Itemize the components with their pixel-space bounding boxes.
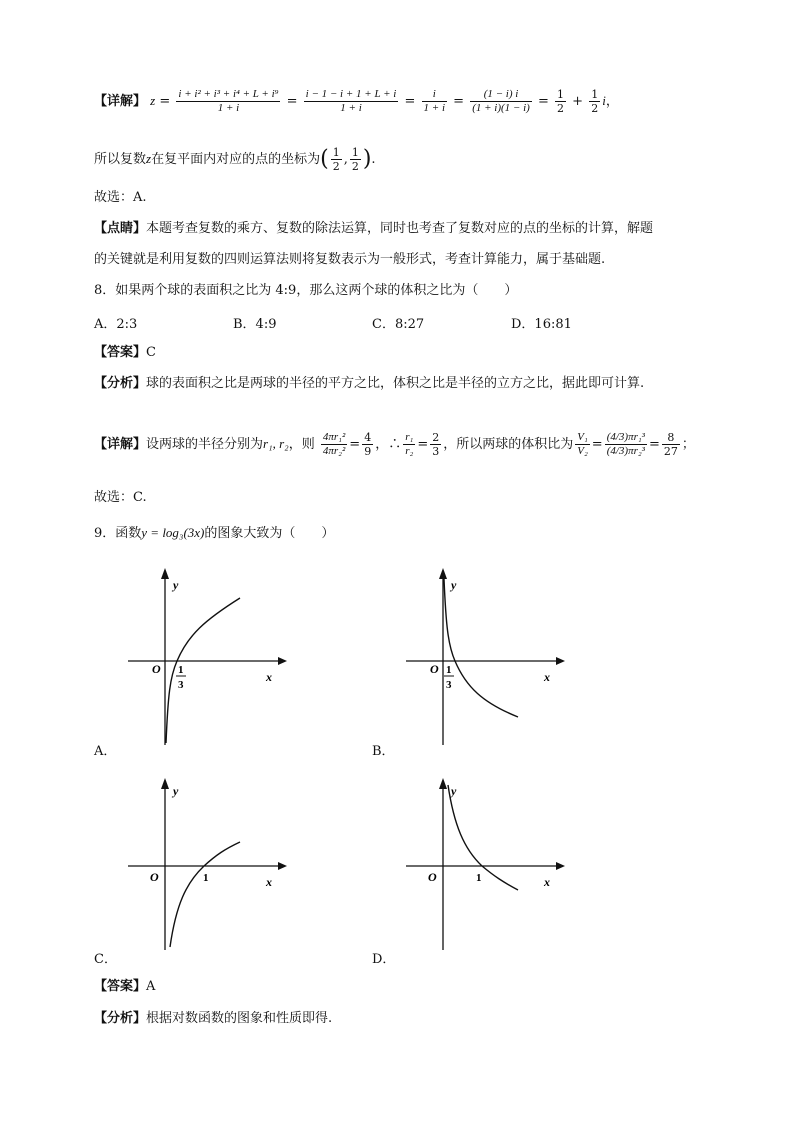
- fraction-4: $\frac{(1 - i) i}{(1 + i)(1 - i)}$: [472, 88, 530, 114]
- graph-b-option: B．: [372, 744, 395, 759]
- graph-b: [398, 565, 568, 750]
- q8-option-d: D．16:81: [511, 317, 572, 332]
- svg-text:O: O: [430, 662, 439, 676]
- svg-text:3: 3: [178, 679, 184, 691]
- graph-c-option: C．: [94, 952, 117, 967]
- axis-y-label: y: [173, 578, 179, 592]
- svg-text:y: y: [451, 578, 457, 592]
- fraction-half-1: $\frac{1}{2}$: [557, 88, 565, 115]
- graph-a-option: A．: [94, 744, 117, 759]
- graph-d-option: D．: [372, 952, 396, 967]
- q9-analysis: 【分析】根据对数函数的图象和性质即得.: [94, 1011, 333, 1026]
- detail-label: 【详解】: [94, 94, 147, 109]
- q7-detail-line: 【详解】 z = $\frac{\text{i + i² + i³ + i⁴ + L + i⁹}}{1 + i}$ = $\frac{i - 1 - i + 1 + L + i}{1 + i}$ = $\frac{i}{1 + i}$ = $\frac{(1 - i) i}{(1 + i)(1 - i)}$ = $\frac{1}{2}$ + $\frac{1}{2}$ i，: [94, 88, 619, 115]
- fraction-2: $\frac{i - 1 - i + 1 + L + i}{1 + i}$: [305, 88, 397, 114]
- fraction-1: $\frac{\text{i + i² + i³ + i⁴ + L + i⁹}}{1 + i}$: [178, 88, 279, 114]
- q8-choice: 故选：C.: [94, 490, 147, 505]
- axis-x-label: x: [266, 670, 272, 684]
- q8-detail: 【详解】设两球的半径分别为r₁, r₂，则 $\frac{\text{4πr₁²}}{\text{4πr₂²}}$ = $\frac{4}{9}$ ，∴ $\frac{\text{r₁}}{\text{r₂}}$ = $\frac{2}{3}$ ，所以两球的体积比为 $\frac{\text{V₁}}{\text{V₂}}$ = $\frac{\text{(4/3)πr₁³}}{\text{(4/3)πr₂³}}$ = $\frac{8}{27}$ ；: [94, 431, 695, 458]
- q8-option-a: A．2:3: [94, 317, 138, 332]
- q7-coordinate-line: 所以复数z在复平面内对应的点的坐标为( $\frac{1}{2}$ , $\frac{1}{2}$ ).: [94, 146, 376, 173]
- svg-text:O: O: [150, 870, 159, 884]
- equals: =: [159, 94, 171, 109]
- svg-text:3: 3: [446, 679, 452, 691]
- fraction-half-2: $\frac{1}{2}$: [591, 88, 599, 115]
- graph-a: [120, 565, 290, 750]
- graph-c: [120, 775, 290, 955]
- graph-d: [398, 775, 568, 955]
- q8-analysis: 【分析】球的表面积之比是两球的半径的平方之比，体积之比是半径的立方之比，据此即可计算.: [94, 376, 645, 391]
- fraction-3: $\frac{i}{1 + i}$: [423, 88, 446, 114]
- svg-text:1: 1: [446, 664, 452, 676]
- origin-label: O: [152, 662, 161, 676]
- svg-text:O: O: [428, 870, 437, 884]
- svg-text:1: 1: [178, 664, 184, 676]
- q9-answer: 【答案】A: [94, 979, 156, 994]
- q7-comment-line-1: 【点睛】本题考查复数的乘方、复数的除法运算，同时也考查了复数对应的点的坐标的计算，解题: [94, 221, 654, 236]
- svg-text:1: 1: [476, 872, 482, 884]
- q8-option-b: B．4:9: [233, 317, 277, 332]
- q8-stem: 8．如果两个球的表面积之比为 4:9，那么这两个球的体积之比为（ ）: [94, 283, 518, 298]
- q7-choice: 故选：A.: [94, 190, 147, 205]
- q9-stem: 9．函数y = log₃(3x)的图象大致为（ ）: [94, 525, 335, 541]
- q7-comment-line-2: 的关键就是利用复数的四则运算法则将复数表示为一般形式，考查计算能力，属于基础题.: [94, 252, 606, 267]
- svg-text:x: x: [266, 875, 272, 889]
- z-var: z: [150, 93, 156, 108]
- svg-text:x: x: [544, 875, 550, 889]
- q8-answer: 【答案】C: [94, 345, 156, 360]
- svg-text:y: y: [173, 784, 179, 798]
- svg-text:y: y: [451, 784, 457, 798]
- svg-text:x: x: [544, 670, 550, 684]
- svg-text:1: 1: [203, 872, 209, 884]
- q8-option-c: C．8:27: [372, 317, 425, 332]
